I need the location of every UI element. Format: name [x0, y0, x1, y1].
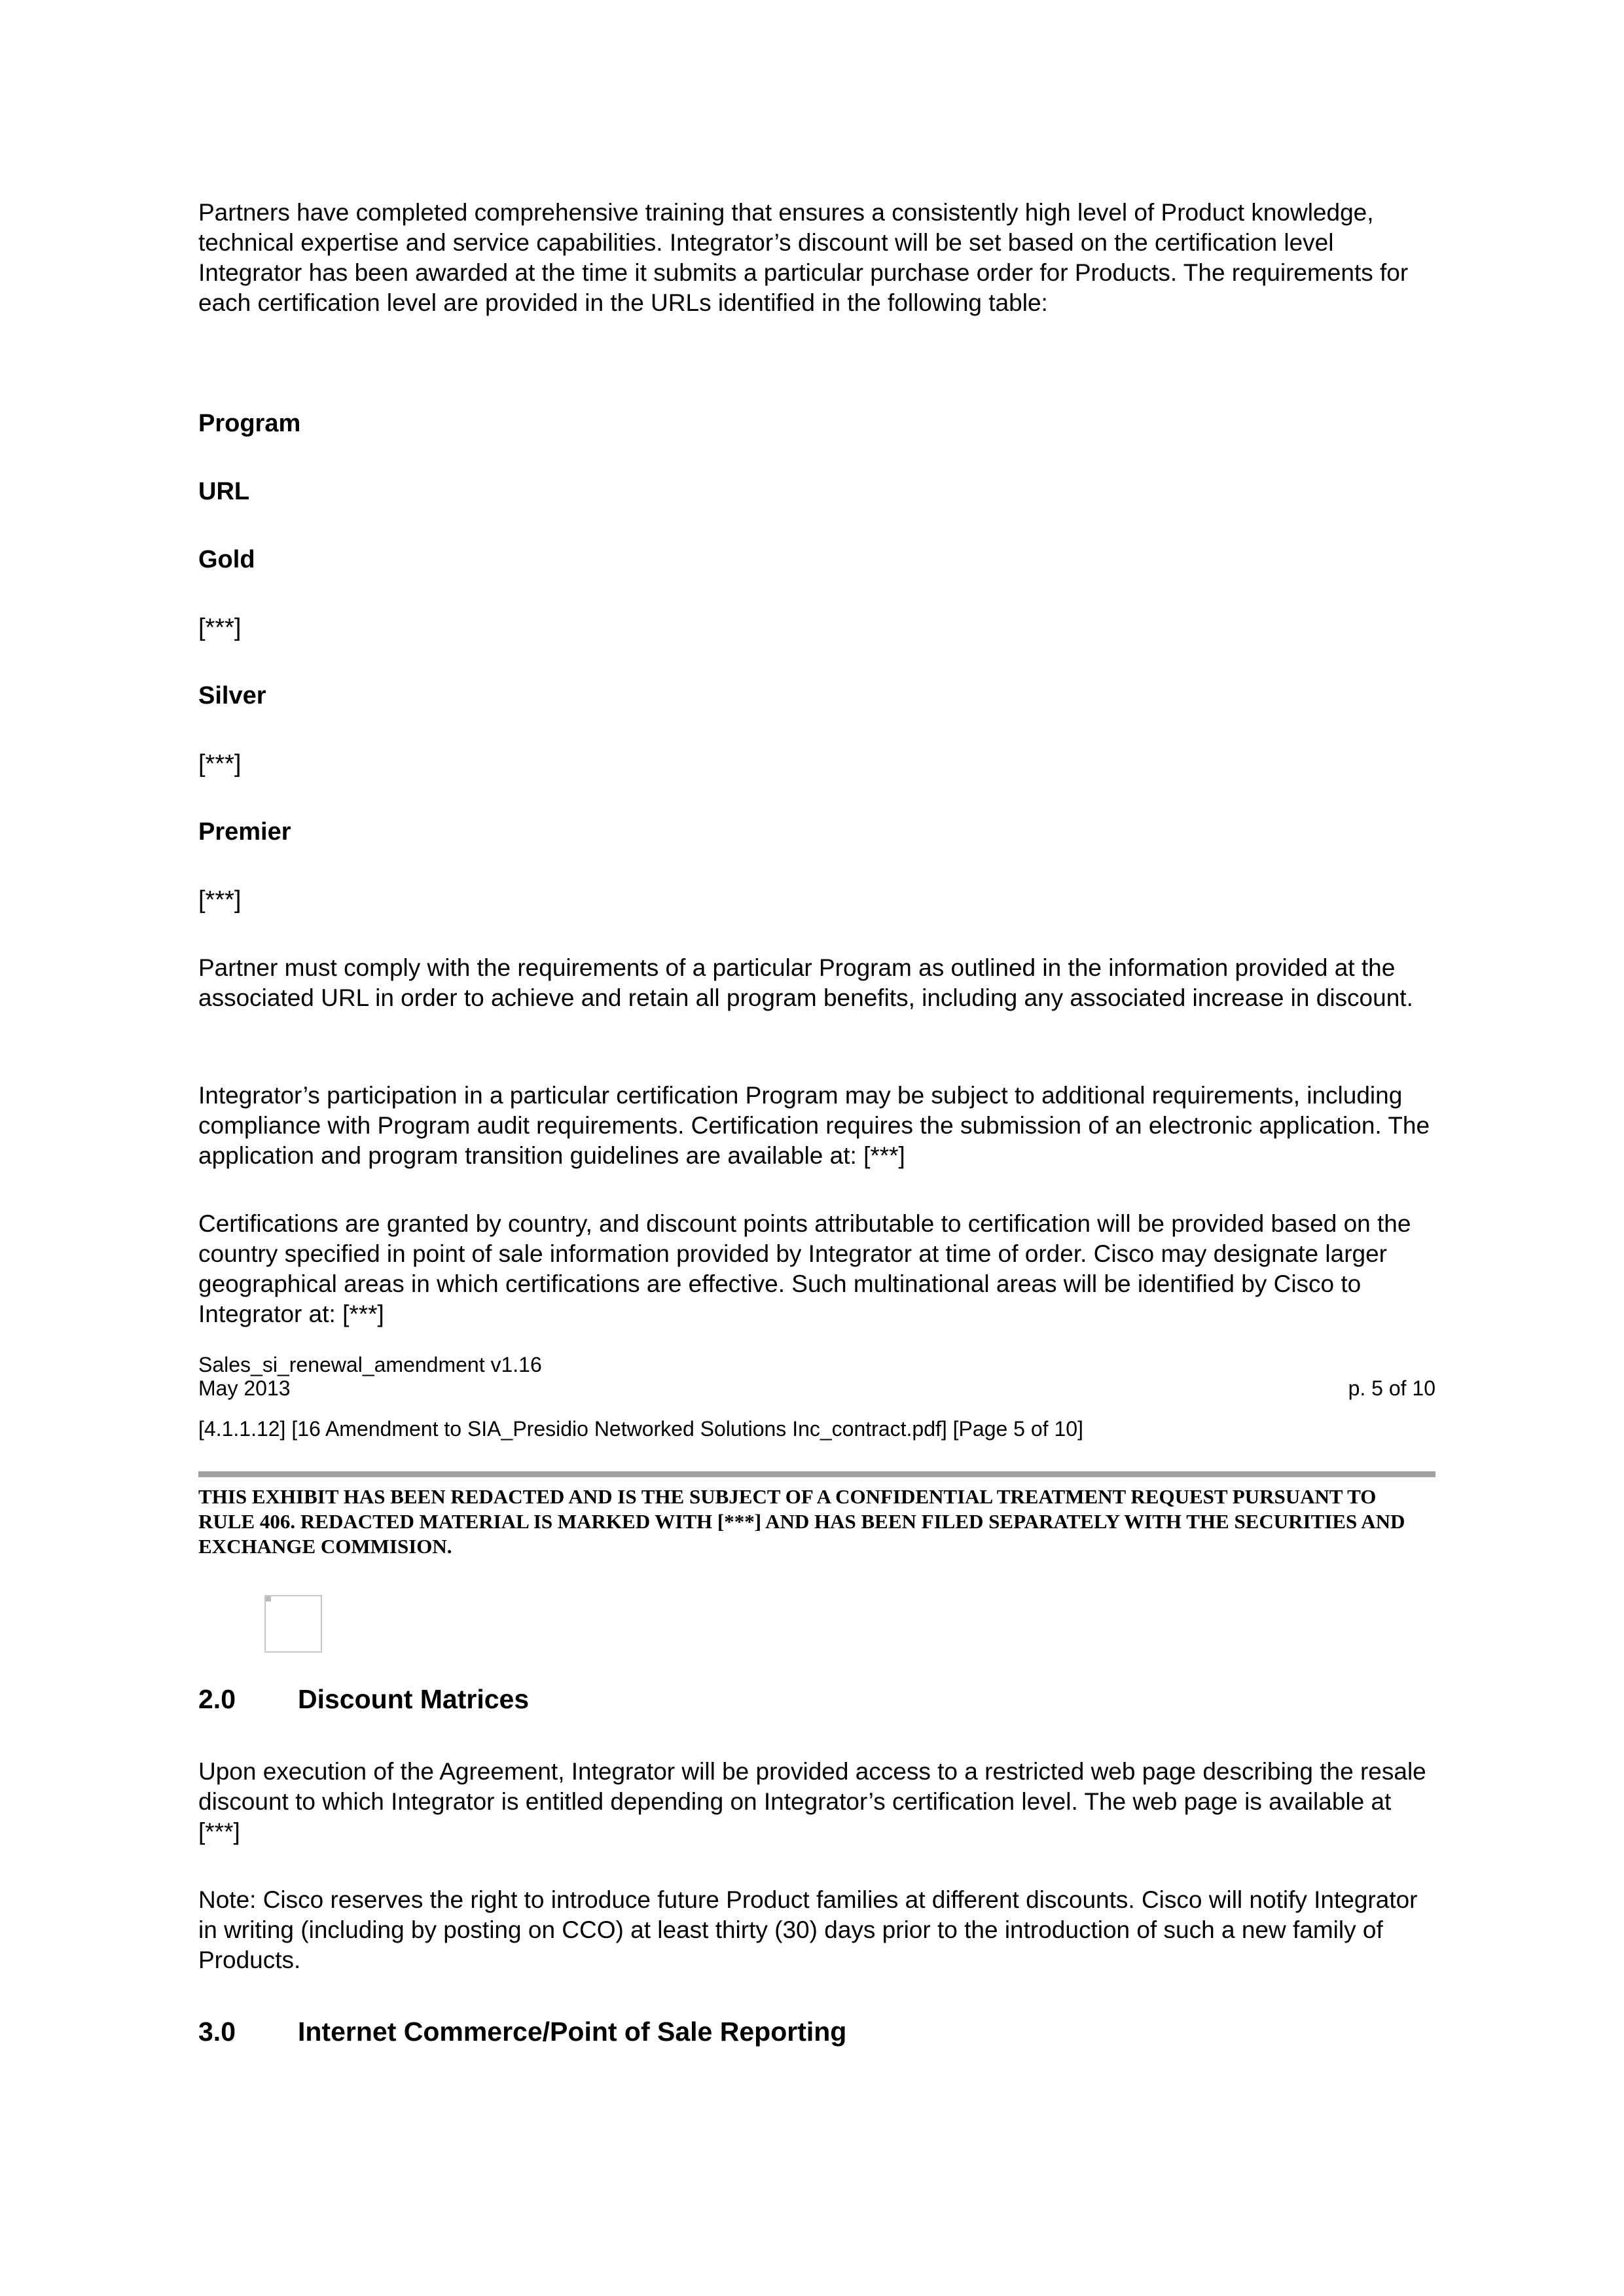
- section-3-title: Internet Commerce/Point of Sale Reporting: [298, 2017, 847, 2047]
- section-2-paragraph-1: Upon execution of the Agreement, Integrator will be provided access to a restricted web page describing the resale discount to which Integrator is entitled depending on Integrator’s certification level. The web page is available at [***]: [198, 1758, 1426, 1845]
- paragraph-comply: Partner must comply with the requirements of a particular Program as outlined in the information provided at the associated URL in order to achieve and retain all program benefits, including any associated increase in discount.: [198, 954, 1413, 1011]
- page-divider: [198, 1471, 1435, 1477]
- section-2-paragraph-2: Note: Cisco reserves the right to introduce future Product families at different discounts. Cisco will notify Integrator in writing (including by posting on CCO) at least thirty (30) days prior to the introduction of such a new family of Products.: [198, 1886, 1418, 1973]
- paragraph-participation: Integrator’s participation in a particular certification Program may be subject to additional requirements, including compliance with Program audit requirements. Certification requires the submission of an electronic application. The application and program transition guidelines are available at: [***]: [198, 1082, 1430, 1169]
- footer-date: May 2013: [198, 1376, 291, 1400]
- table-row-url: [***]: [198, 614, 242, 641]
- footer-file-reference: [4.1.1.12] [16 Amendment to SIA_Presidio Networked Solutions Inc_contract.pdf] [Page 5 of 10]: [198, 1417, 1083, 1441]
- table-header-url: URL: [198, 478, 250, 505]
- paragraph-certifications: Certifications are granted by country, and discount points attributable to certification will be provided based on the country specified in point of sale information provided by Integrator at time of order. Cisco may designate larger geographical areas in which certifications are effective. Such multinational areas will be identified by Cisco to Integrator at: [***]: [198, 1210, 1411, 1327]
- section-2-heading: [198, 1683, 529, 1715]
- section-3-heading: [198, 2016, 846, 2047]
- intro-paragraph: Partners have completed comprehensive training that ensures a consistently high level of Product knowledge, technical expertise and service capabilities. Integrator’s discount will be set based on the certification level Integrator has been awarded at the time it submits a particular purchase order for Products. The requirements for each certification level are provided in the URLs identified in the following table:: [198, 199, 1409, 316]
- section-2-number: 2.0: [198, 1684, 236, 1714]
- table-header-program: Program: [198, 410, 301, 437]
- table-row-program: Premier: [198, 818, 291, 846]
- table-row-program: Gold: [198, 546, 255, 573]
- exhibit-notice: THIS EXHIBIT HAS BEEN REDACTED AND IS THE SUBJECT OF A CONFIDENTIAL TREATMENT REQUEST PURSUANT TO RULE 406. REDACTED MATERIAL IS MARKED WITH [***] AND HAS BEEN FILED SEPARATELY WITH THE SECURITIES AND EXCHANGE COMMISION.: [198, 1485, 1405, 1558]
- section-3-number: 3.0: [198, 2017, 236, 2047]
- table-row-url: [***]: [198, 750, 242, 778]
- footer-page-number: p. 5 of 10: [1348, 1376, 1435, 1400]
- broken-image-icon: [264, 1595, 322, 1653]
- section-2-title: Discount Matrices: [298, 1684, 530, 1714]
- table-row-program: Silver: [198, 682, 266, 709]
- table-row-url: [***]: [198, 886, 242, 914]
- footer-doc-version: Sales_si_renewal_amendment v1.16: [198, 1353, 542, 1376]
